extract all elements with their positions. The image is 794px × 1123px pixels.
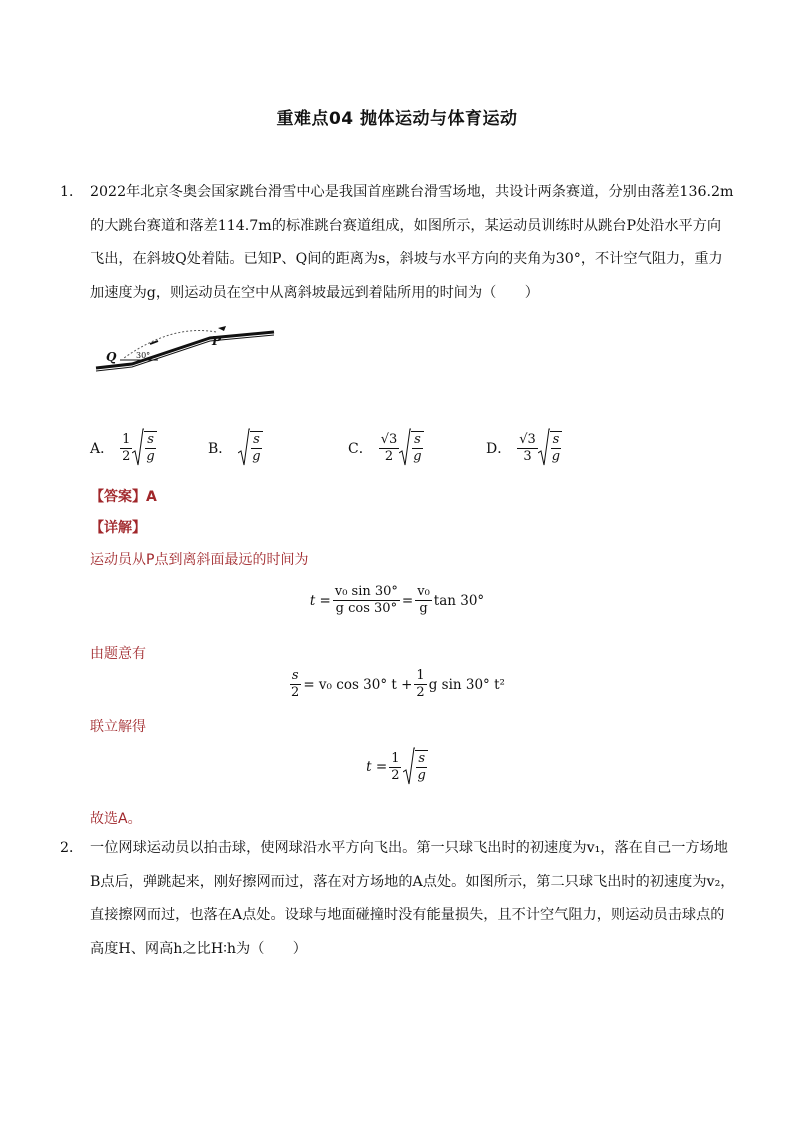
option-a[interactable]: A． $\frac{1}{2}$ $\frac{s}{g}$ <box>90 424 157 472</box>
formula-2: $\frac{s}{2}$ = v₀ cos 30° t + $\frac{1}{2}$ g sin 30° t² <box>291 668 505 700</box>
option-b-radical: $\frac{s}{g}$ <box>238 427 262 469</box>
q1-line-3: 飞出，在斜坡Q处着陆。已知P、Q间的距离为s，斜坡与水平方向的夹角为30°，不计空气阻力，重力 <box>90 251 723 267</box>
answer-tag: 【答案】 <box>90 489 146 505</box>
q1-line-2: 的大跳台赛道和落差114.7m的标准跳台赛道组成，如图所示，某运动员训练时从跳台P处沿水平方向 <box>90 217 722 234</box>
solution-conclusion: 故选A。 <box>90 811 142 827</box>
figure-label-q: Q <box>106 350 117 364</box>
question-2-text <box>60 832 735 966</box>
solution-step-2: 由题意有 <box>90 646 146 662</box>
question-1-text <box>60 176 734 310</box>
option-a-radical: $\frac{s}{g}$ <box>132 427 156 469</box>
question-1-number: 1． <box>60 184 84 200</box>
ski-jump-figure <box>92 324 282 384</box>
option-d-coef: $\frac{√3}{3}$ <box>519 431 536 464</box>
answer-line <box>90 486 157 506</box>
q2-line-2: B点后，弹跳起来，刚好擦网而过，落在对方场地的A点处。如图所示，第二只球飞出时的初速度为v₂， <box>90 873 735 890</box>
option-c-radical: $\frac{s}{g}$ <box>399 427 423 469</box>
detail-tag: 【详解】 <box>90 520 146 536</box>
option-c-coef: $\frac{√3}{2}$ <box>380 431 398 464</box>
question-2-number: 2． <box>60 840 84 856</box>
option-c[interactable]: C． $\frac{√3}{2}$ $\frac{s}{g}$ <box>348 424 424 472</box>
solution-step-3: 联立解得 <box>90 719 146 735</box>
formula-1: t = $\frac{\text{v₀ sin 30°}}{\text{g cos 30°}}$ = $\frac{\text{v₀}}{g}$ tan 30° <box>309 584 485 616</box>
option-d-radical: $\frac{s}{g}$ <box>538 427 562 469</box>
q2-line-1: 一位网球运动员以拍击球，使网球沿水平方向飞出。第一只球飞出时的初速度为v₁，落在自己一方场地 <box>90 840 728 856</box>
option-b[interactable]: B． $\frac{s}{g}$ <box>208 424 263 472</box>
option-a-coef: $\frac{1}{2}$ <box>122 431 131 464</box>
answer-value: A <box>146 489 157 505</box>
page-title: 重难点04 抛体运动与体育运动 <box>276 109 518 129</box>
question-1-options <box>90 424 730 474</box>
q2-line-3: 直接擦网而过，也落在A点处。设球与地面碰撞时没有能量损失，且不计空气阻力，则运动员击球点的 <box>90 907 725 923</box>
solution-step-1: 运动员从P点到离斜面最远的时间为 <box>90 552 309 568</box>
q2-line-4: 高度H、网高h之比H∶h为（ ） <box>90 940 307 957</box>
figure-label-p: P <box>212 334 222 348</box>
figure-angle-label: 30° <box>136 351 151 360</box>
option-d[interactable]: D． $\frac{√3}{3}$ $\frac{s}{g}$ <box>486 424 562 472</box>
formula-3: t = $\frac{1}{2}$ $\frac{s}{g}$ <box>0 746 794 788</box>
q1-line-1: 2022年北京冬奥会国家跳台滑雪中心是我国首座跳台滑雪场地，共设计两条赛道，分别由落差136.2m <box>90 184 734 200</box>
q1-line-4: 加速度为g，则运动员在空中从离斜坡最远到着陆所用的时间为（ ） <box>90 284 539 301</box>
